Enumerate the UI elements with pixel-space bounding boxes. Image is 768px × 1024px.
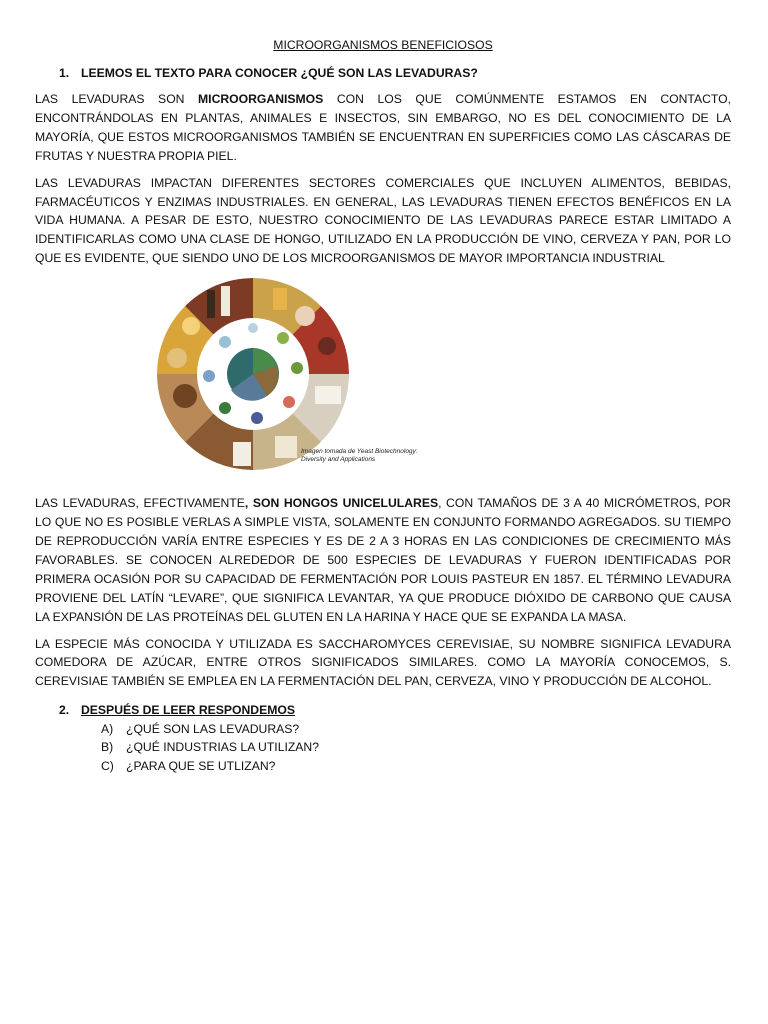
paragraph-3 bbox=[35, 494, 731, 626]
question-text: ¿PARA QUE SE UTLIZAN? bbox=[126, 758, 276, 773]
paragraph-1-part-a: LAS LEVADURAS SON bbox=[35, 92, 199, 106]
yeast-applications-figure bbox=[155, 276, 423, 472]
section-2-number: 2. bbox=[59, 703, 70, 718]
figure-caption-line-2: Diversity and Applications bbox=[301, 456, 376, 464]
paragraph-1-bold: MICROORGANISMOS bbox=[198, 92, 324, 106]
section-2-text: DESPUÉS DE LEER RESPONDEMOS bbox=[81, 703, 296, 718]
question-item bbox=[101, 757, 731, 776]
document-title: MICROORGANISMOS BENEFICIOSOS bbox=[273, 38, 493, 52]
section-1-heading bbox=[59, 64, 731, 82]
question-item bbox=[101, 738, 731, 757]
question-letter: B) bbox=[101, 740, 114, 755]
paragraph-1-part-c: CON LOS QUE COMÚNMENTE ESTAMOS EN CONTACTO, ENCONTRÁNDOLAS EN PLANTAS, ANIMALES E INSECTOS, SIN EMBARGO, NO ES DEL CONOCIMIENTO DE LA MAYORÍA, QUE ESTOS MICROORGANISMOS TAMBIÉN SE ENCUENTRAN EN SUPERFICIES COMO LAS CÁSCARAS DE FRUTAS Y NUESTRA PROPIA PIEL. bbox=[35, 92, 731, 163]
section-1-number: 1. bbox=[59, 66, 70, 80]
question-text: ¿QUÉ SON LAS LEVADURAS? bbox=[126, 721, 300, 736]
paragraph-1 bbox=[35, 90, 731, 166]
section-1-text: LEEMOS EL TEXTO PARA CONOCER ¿QUÉ SON LAS LEVADURAS? bbox=[81, 66, 478, 80]
section-2-heading bbox=[59, 701, 731, 720]
question-item bbox=[101, 720, 731, 739]
question-letter: C) bbox=[101, 758, 114, 773]
yeast-applications-wheel-image bbox=[155, 276, 423, 472]
document-page bbox=[35, 36, 731, 775]
question-letter: A) bbox=[101, 721, 114, 736]
question-text: ¿QUÉ INDUSTRIAS LA UTILIZAN? bbox=[126, 740, 320, 755]
figure-caption-line-1: Imagen tomada de Yeast Biotechnology: bbox=[301, 448, 418, 456]
figure-caption bbox=[301, 448, 431, 464]
paragraph-2: LAS LEVADURAS IMPACTAN DIFERENTES SECTORES COMERCIALES QUE INCLUYEN ALIMENTOS, BEBIDAS, FARMACÉUTICOS Y ENZIMAS INDUSTRIALES. EN GENERAL, LAS LEVADURAS TIENEN EFECTOS BENÉFICOS EN LA VIDA HUMANA. A PESAR DE ESTO, NUESTRO CONOCIMIENTO DE LAS LEVADURAS PARECE ESTAR LIMITADO A IDENTIFICARLAS COMO UNA CLASE DE HONGO, UTILIZADO EN LA PRODUCCIÓN DE VINO, CERVEZA Y PAN, POR LO QUE ES EVIDENTE, QUE SIENDO UNO DE LOS MICROORGANISMOS DE MAYOR IMPORTANCIA INDUSTRIAL bbox=[35, 175, 731, 266]
paragraph-4: LA ESPECIE MÁS CONOCIDA Y UTILIZADA ES SACCHAROMYCES CEREVISIAE, SU NOMBRE SIGNIFICA LEVADURA COMEDORA DE AZÚCAR, ENTRE OTROS SIGNIFICADOS SIMILARES. COMO LA MAYORÍA CONOCEMOS, S. CEREVISIAE TAMBIÉN SE EMPLEA EN LA FERMENTACIÓN DEL PAN, CERVEZA, VINO Y PRODUCCIÓN DE ALCOHOL. bbox=[35, 636, 731, 689]
paragraph-3-part-c: , CON TAMAÑOS DE 3 A 40 MICRÓMETROS, POR LO QUE NO ES POSIBLE VERLAS A SIMPLE VISTA, SOLAMENTE EN CONJUNTO FORMANDO AGREGADOS. SU TIEMPO DE REPRODUCCIÓN VARÍA ENTRE ESPECIES Y ES DE 2 A 3 HORAS EN LAS CONDICIONES DE CRECIMIENTO MÁS FAVORABLES. SE CONOCEN ALREDEDOR DE 500 ESPECIES DE LEVADURAS Y FUERON IDENTIFICADAS POR PRIMERA OCASIÓN POR SU CAPACIDAD DE FERMENTACIÓN POR LOUIS PASTEUR EN 1857. EL TÉRMINO LEVADURA PROVIENE DEL LATÍN “LEVARE”, QUE SIGNIFICA LEVANTAR, YA QUE PRODUCE DIÓXIDO DE CARBONO QUE CAUSA LA EXPANSIÓN DE LAS PROTEÍNAS DEL GLUTEN EN LA HARINA Y HACE QUE SE EXPANDA LA MASA. bbox=[35, 496, 731, 624]
paragraph-3-part-a: LAS LEVADURAS, EFECTIVAMENTE bbox=[35, 496, 245, 511]
paragraph-3-bold: , SON HONGOS UNICELULARES bbox=[244, 496, 439, 511]
